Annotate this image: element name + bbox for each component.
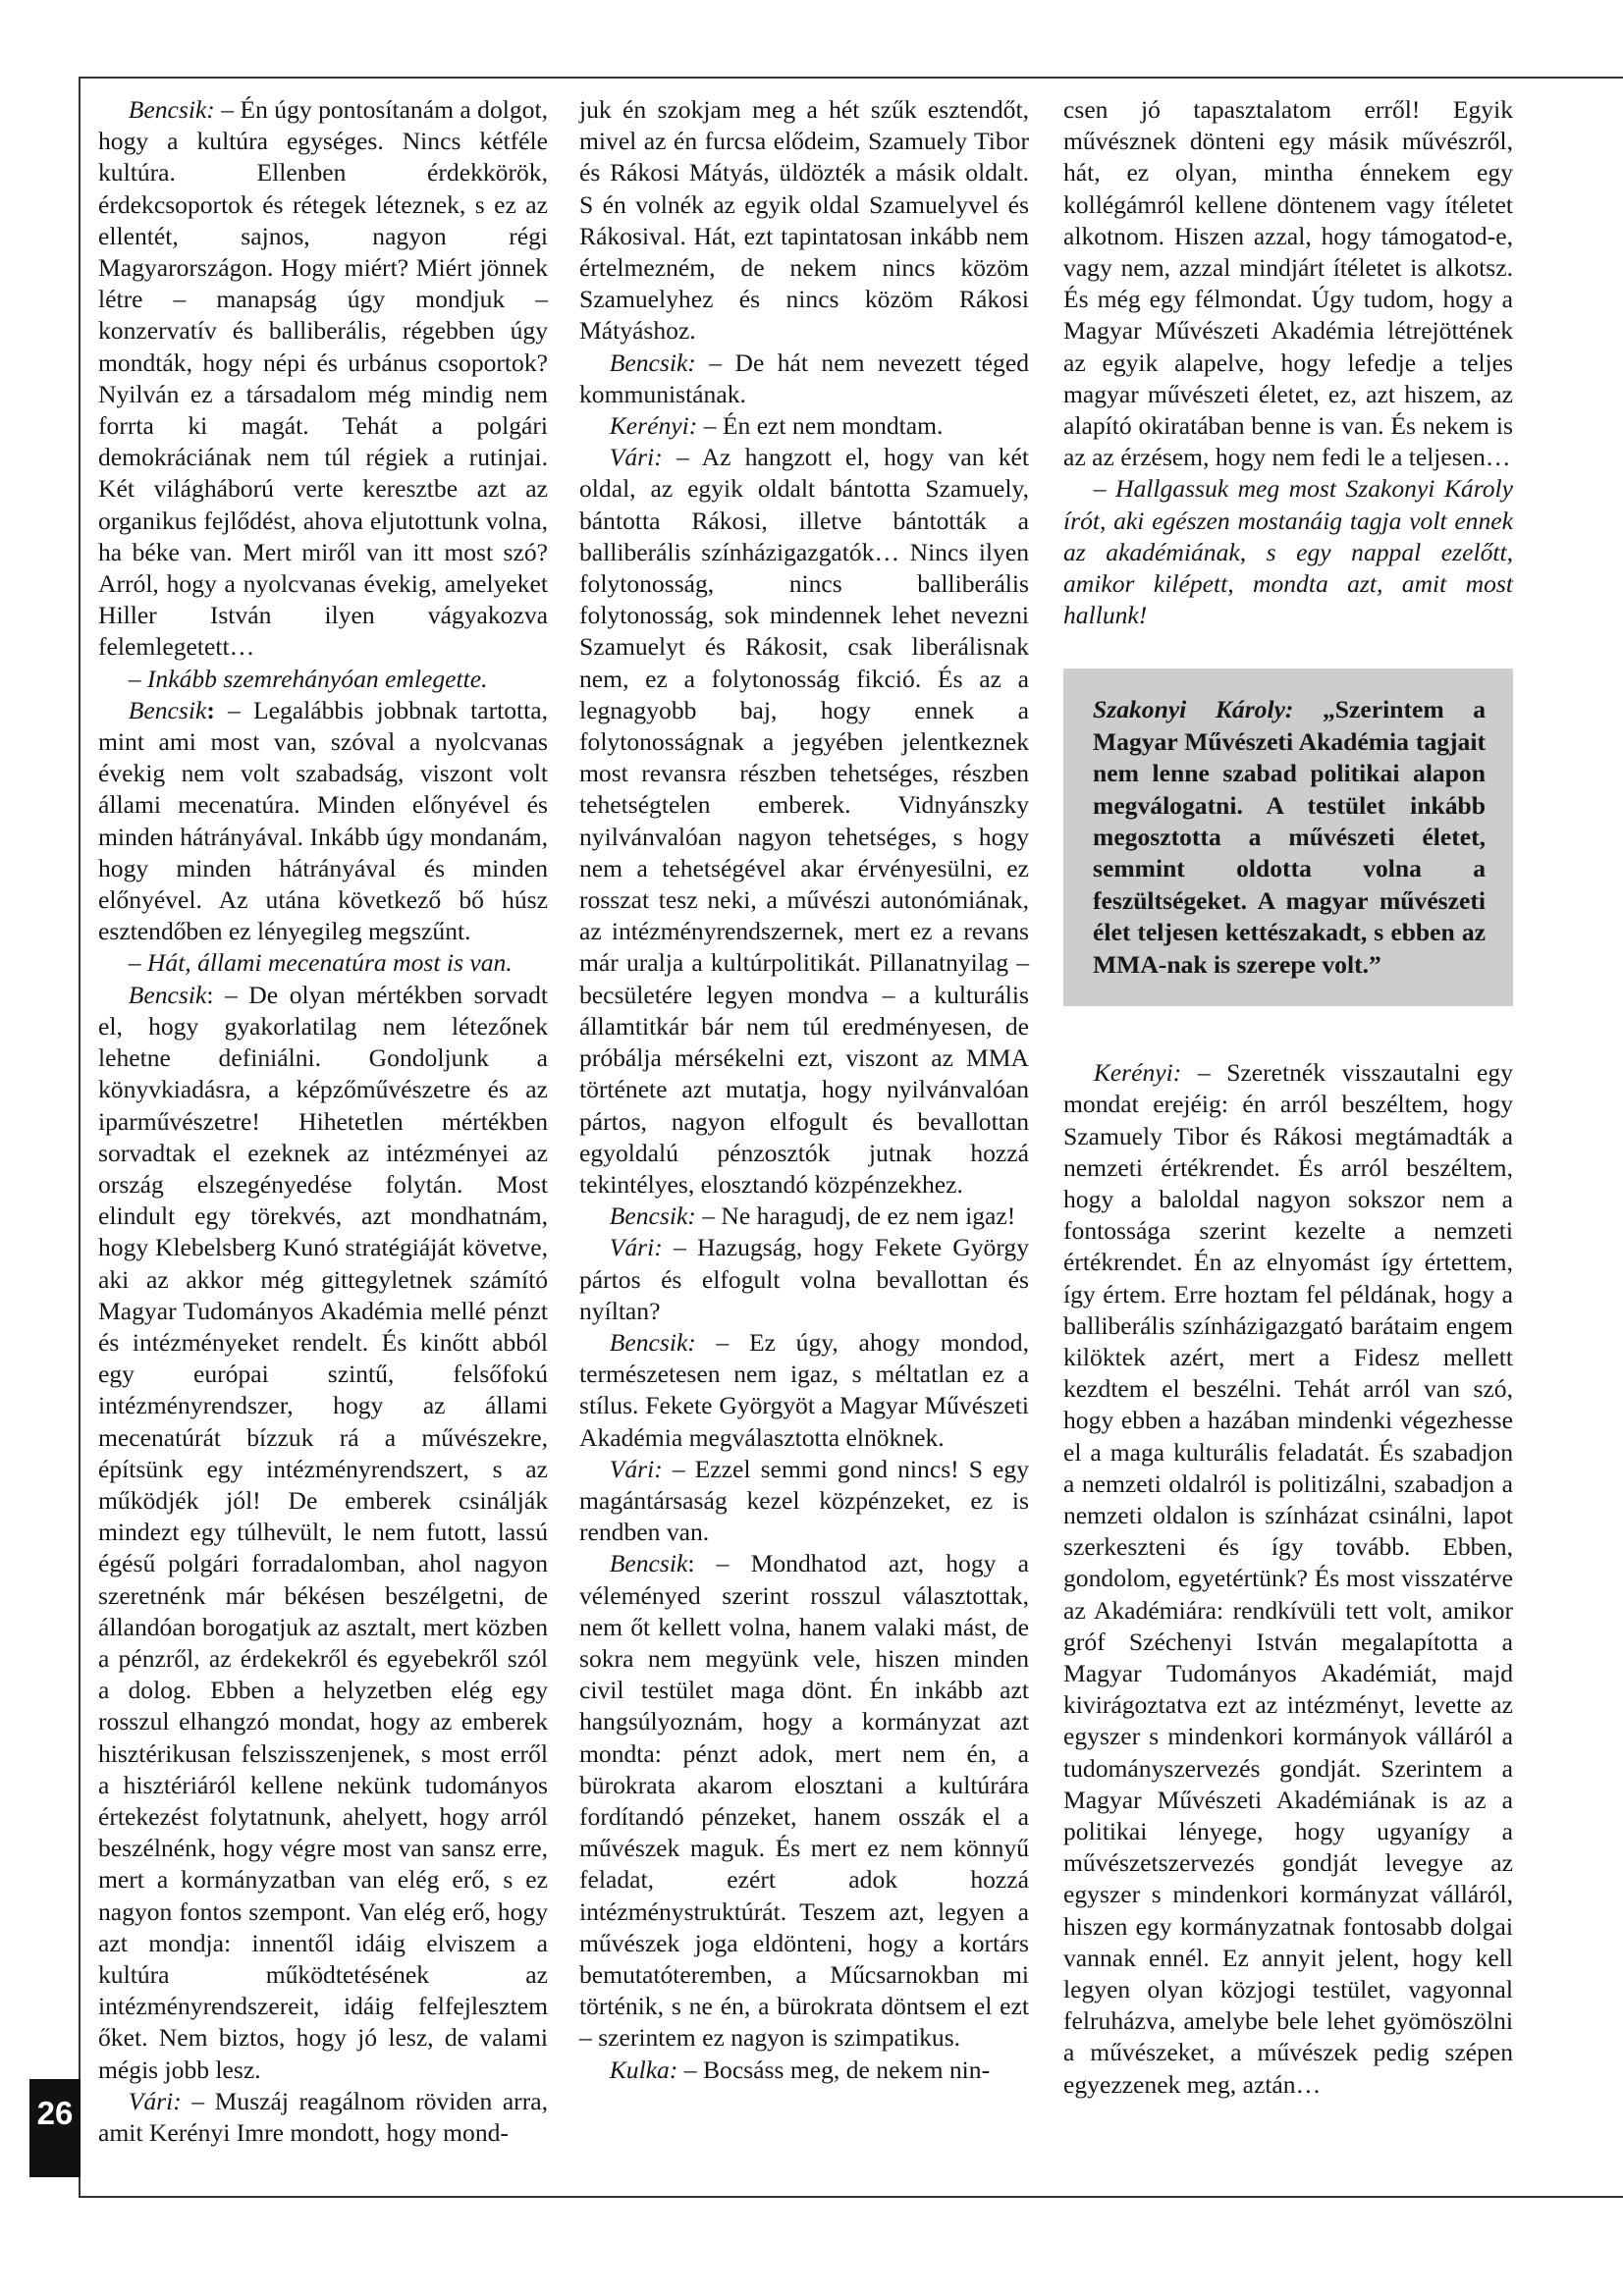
- text-column-2: [579, 94, 1029, 2086]
- interviewer-question: – Hallgassuk meg most Szakonyi Károly írót, aki egészen mostanáig tagja volt ennek az akadémiának, s egy nappal ezelőtt, amikor kilépett, mondta azt, amit most hallunk!: [1063, 474, 1513, 630]
- interviewer-question: – Hát, állami mecenatúra most is van.: [128, 948, 513, 978]
- speaker-name: Vári:: [609, 443, 663, 472]
- paragraph-text: – Hazugság, hogy Fekete György pártos és elfogult volna bevallottan és nyíltan?: [579, 1233, 1029, 1325]
- speaker-name: Bencsik: [128, 695, 207, 724]
- paragraph-continued: csen jó tapasztalatom erről! Egyik művésznek dönteni egy másik művészről, hát, ez olyan, mintha énnekem egy kollégámról kellene döntenem vagy ítéletet alkotnom. Hiszen azzal, hogy támogatod-e, vagy nem, azzal mindjárt ítéletet is alkotsz. És még egy félmondat. Úgy tudom, hogy a Magyar Művészeti Akadémia létrejöttének az egyik alapelve, hogy lefedje a teljes magyar művészeti életet, ez, azt hiszem, az alapító okiratában benne is van. És nekem is az az érzésem, hogy nem fedi le a teljesen…: [1063, 95, 1513, 472]
- paragraph: [579, 1454, 1029, 1549]
- page-number: 26: [29, 2079, 81, 2177]
- interviewer-question: – Inkább szemrehányóan emlegette.: [128, 664, 488, 693]
- paragraph-text: – Legalábbis jobbnak tartotta, mint ami most van, szóval a nyolcvanas évekig nem volt szabadság, viszont volt állami mecenatúra. Minden előnyével és minden hátrányával. Inkább úgy mondanám, hogy minden hátrányával és minden előnyével. Az utána következő bő húsz esztendőben ez lényegileg megszűnt.: [98, 695, 548, 946]
- frame-bottom-rule: [79, 2196, 1623, 2198]
- speaker-name: Bencsik: [609, 1549, 688, 1578]
- speaker-name: Kerényi:: [1093, 1058, 1182, 1088]
- paragraph: [579, 1201, 1029, 1232]
- pull-quote-box: [1063, 668, 1513, 1006]
- paragraph: [98, 980, 548, 2086]
- paragraph-text: – Muszáj reagálnom röviden arra, amit Kerényi Imre mondott, hogy mond-: [98, 2086, 548, 2147]
- paragraph-text: – Én ezt nem mondtam.: [697, 411, 944, 441]
- pull-quote-text: „Szerintem a Magyar Művészeti Akadémia tagjait nem lenne szabad politikai alapon megválogatni. A testület inkább megosztotta a művészeti életet, semmint oldotta volna a feszültségeket. A magyar művészeti élet teljesen kettészakadt, s ebben az MMA-nak is szerepe volt.”: [1093, 695, 1486, 979]
- text-column-1: [98, 94, 548, 2149]
- speaker-name: Vári:: [609, 1233, 663, 1262]
- paragraph-text: – Ezzel semmi gond nincs! S egy magántársaság kezel közpénzeket, ez is rendben van.: [579, 1454, 1029, 1547]
- paragraph: [579, 410, 1029, 442]
- paragraph: [98, 94, 548, 664]
- paragraph: [579, 1232, 1029, 1327]
- paragraph: [98, 695, 548, 948]
- paragraph: [579, 347, 1029, 410]
- speaker-name: Kerényi:: [609, 411, 698, 441]
- paragraph-text: – Ez úgy, ahogy mondod, természetesen nem igaz, s méltatlan ez a stílus. Fekete Györgyöt a Magyar Művészeti Akadémia megválasztotta elnöknek.: [579, 1327, 1029, 1452]
- speaker-name: Bencsik:: [609, 1201, 696, 1231]
- speaker-name: Vári:: [128, 2086, 182, 2115]
- paragraph-text: – Ne haragudj, de ez nem igaz!: [695, 1201, 1016, 1231]
- paragraph: [1063, 1057, 1513, 2101]
- speaker-colon: :: [206, 695, 215, 724]
- frame-top-rule: [79, 77, 1623, 79]
- speaker-name: Bencsik:: [609, 347, 696, 377]
- paragraph: [579, 1327, 1029, 1454]
- text-column-3: [1063, 94, 1513, 2101]
- paragraph: [579, 1548, 1029, 2054]
- paragraph: [579, 2055, 1029, 2086]
- paragraph-text: – Szeretnék visszautalni egy mondat erejéig: én arról beszéltem, hogy Szamuely Tibor és Rákosi megtámadták a nemzeti értékrendet. És arról beszéltem, hogy a baloldal nagyon sokszor nem a fontossága szerint kezelte a nemzeti értékrendet. Én az elnyomást így értettem, így értem. Erre hoztam fel példának, hogy a balliberális színházigazgató barátaim engem kilöktek azért, mert a Fidesz mellett kezdtem el beszélni. Tehát arról van szó, hogy ebben a hazában mindenki végezhesse el a maga kulturális feladatát. És szabadjon a nemzeti oldalról is politizálni, szabadjon a nemzeti oldalon is színházat csinálni, lapot szerkeszteni és így tovább. Ebben, gondolom, egyetértünk? És most visszatérve az Akadémiára: rendkívüli tett volt, amikor gróf Széchenyi István megalapította a Magyar Tudományos Akadémiát, majd kivirágoztatva ezt az intézményt, levette az egyszer s mindenkori kormányok válláról a tudományszervezés gondját. Szerintem a Magyar Művészeti Akadémiának is az a politikai lényege, hogy ugyanígy a művészetszervezés gondját levegye az egyszer s mindenkori kormányzat válláról, hiszen egy kormányzatnak fontosabb dolgai vannak ennél. Ez annyit jelent, hogy kell legyen olyan közjogi testület, vagyonnal felruházva, amelybe bele lehet gyömöszölni a művészeket, a művészek pedig szépen egyezzenek meg, aztán…: [1063, 1058, 1513, 2099]
- paragraph: [579, 442, 1029, 1201]
- speaker-name: Bencsik: [128, 980, 207, 1009]
- pull-quote-speaker: Szakonyi Károly:: [1093, 695, 1294, 724]
- speaker-name: Kulka:: [609, 2055, 678, 2084]
- paragraph-continued: juk én szokjam meg a hét szűk esztendőt, mivel az én furcsa elődeim, Szamuely Tibor és Rákosi Mátyás, üldözték a másik oldalt. S én volnék az egyik oldal Szamuelyvel és Rákosival. Hát, ezt tapintatosan inkább nem értelmezném, de nekem nincs közöm Szamuelyhez és nincs közöm Rákosi Mátyáshoz.: [579, 95, 1029, 346]
- paragraph-text: – Bocsáss meg, de nekem nin-: [677, 2055, 991, 2084]
- paragraph-text: : – De olyan mértékben sorvadt el, hogy gyakorlatilag nem létezőnek lehetne definiálni. Gondoljunk a könyvkiadásra, a képzőművészetre és az iparművészetre! Hihetetlen mértékben sorvadtak el ezeknek az intézményei az ország elszegényedése folytán. Most elindult egy törekvés, azt mondhatnám, hogy Klebelsberg Kunó stratégiáját követve, aki az akkor még gittegyletnek számító Magyar Tudományos Akadémia mellé pénzt és intézményeket rendelt. És kinőtt abból egy európai szintű, felsőfokú intézményrendszer, hogy az állami mecenatúrát bízzuk rá a művészekre, építsünk egy intézményrendszert, s az működjék jól! De emberek csinálják mindezt egy túlhevült, le nem futott, lassú égésű polgári forradalomban, ahol nagyon szeretnénk már békésen beszélgetni, de állandóan borogatjuk az asztalt, mert közben a pénzről, az érdekekről és egyebekről szól a dolog. Ebben a helyzetben elég egy rosszul elhangzó mondat, hogy az emberek hisztérikusan felszisszenjenek, s most erről a hisztériáról kellene nekünk tudományos értekezést folytatnunk, ahelyett, hogy arról beszélnénk, hogy végre most van sansz erre, mert a kormányzatban van elég erő, s ez nagyon fontos szempont. Van elég erő, hogy azt mondja: innentől idáig elviszem a kultúra működtetésének az intézményrendszereit, idáig felfejlesztem őket. Nem biztos, hogy jó lesz, de valami mégis jobb lesz.: [98, 980, 548, 2084]
- frame-left-rule: [79, 77, 81, 2198]
- paragraph: [98, 2086, 548, 2149]
- paragraph-text: – Én úgy pontosítanám a dolgot, hogy a kultúra egységes. Nincs kétféle kultúra. Ellenben érdekkörök, érdekcsoportok és rétegek léteznek, s ez az ellentét, sajnos, nagyon régi Magyarországon. Hogy miért? Miért jönnek létre – manapság úgy mondjuk – konzervatív és balliberális, régebben úgy mondták, hogy népi és urbánus csoportok? Nyilván ez a társadalom még mindig nem forrta ki magát. Tehát a polgári demokráciának nem túl régiek a rutinjai. Két világháború verte keresztbe azt az organikus fejlődést, ahova eljutottunk volna, ha béke van. Mert miről van itt most szó? Arról, hogy a nyolcvanas évekig, amelyeket Hiller István ilyen vágyakozva felemlegetett…: [98, 95, 548, 662]
- paragraph-text: : – Mondhatod azt, hogy a véleményed szerint rosszul választottak, nem őt kellett volna, hanem valaki mást, de sokra nem megyünk vele, hiszen minden civil testület maga dönt. Én inkább azt hangsúlyoznám, hogy a kormányzat azt mondta: pénzt adok, mert nem én, a bürokrata akarom elosztani a kultúrára fordítandó pénzeket, hanem osszák el a művészek maguk. És mert ez nem könnyű feladat, ezért adok hozzá intézménystruktúrát. Teszem azt, legyen a művészek joga eldönteni, hogy a kortárs bemutatóteremben, a Műcsarnokban mi történik, s ne én, a bürokrata döntsem el ezt – szerintem ez nagyon is szimpatikus.: [579, 1549, 1029, 2053]
- speaker-name: Bencsik:: [128, 95, 215, 124]
- paragraph-text: – De hát nem nevezett téged kommunistának.: [579, 347, 1029, 408]
- speaker-name: Bencsik:: [609, 1327, 696, 1357]
- paragraph-text: – Az hangzott el, hogy van két oldal, az egyik oldalt bántotta Szamuely, bántotta Rákosi, illetve bántották a balliberális színházigazgatók… Nincs ilyen folytonosság, nincs balliberális folytonosság, sok mindennek lehet nevezni Szamuelyt és Rákosit, csak liberálisnak nem, ez a folytonosság fikció. És az a legnagyobb baj, hogy ennek a folytonosságnak a jegyében jelentkeznek most revansra részben tehetséges, részben tehetségtelen emberek. Vidnyánszky nyilvánvalóan nagyon tehetséges, s hogy nem a tehetségével akar érvényesülni, ez rosszat tesz neki, a művészi autonómiának, az intézményrendszernek, mert ez a revans már uralja a kultúrpolitikát. Pillanatnyilag – becsületére legyen mondva – a kulturális államtitkár bár nem túl eredményesen, de próbálja mérsékelni ezt, viszont az MMA története azt mutatja, hogy nyilvánvalóan pártos, nagyon elfogult és bevallottan egyoldalú pénzosztók jutnak hozzá tekintélyes, elosztandó közpénzekhez.: [579, 443, 1029, 1199]
- speaker-name: Vári:: [609, 1454, 663, 1483]
